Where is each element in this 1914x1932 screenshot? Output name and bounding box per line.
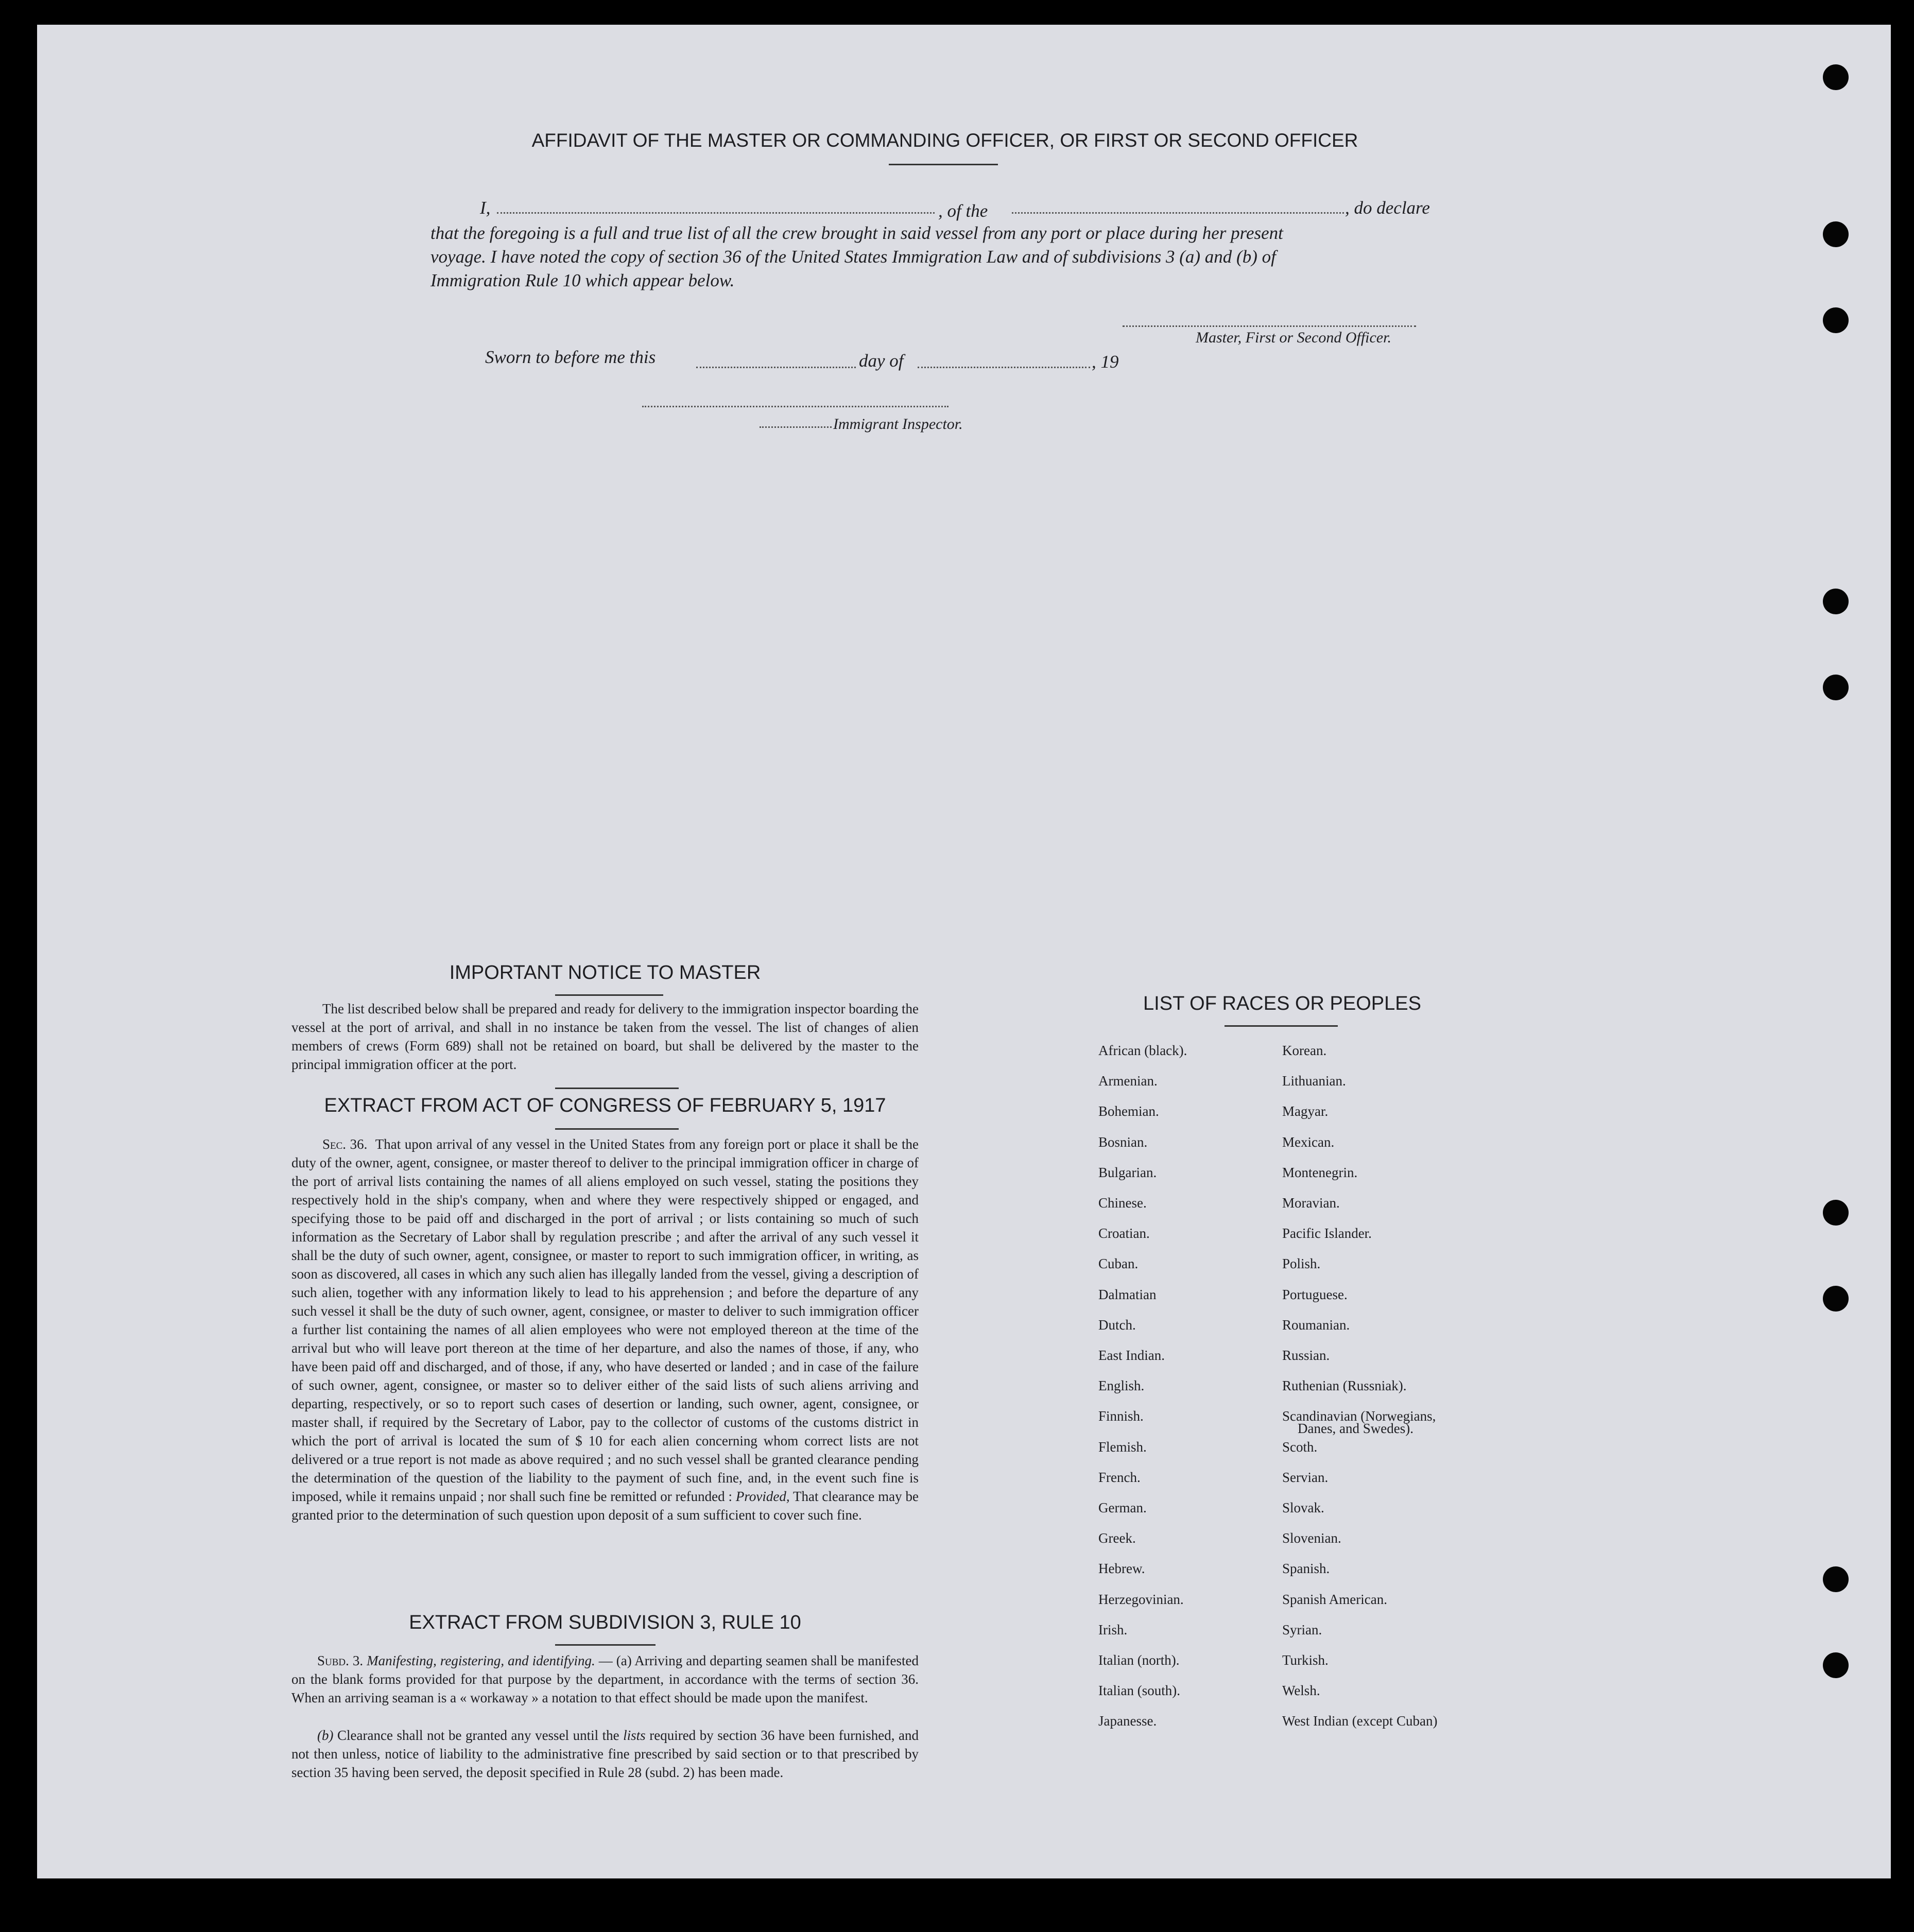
sec-label: Sec. 36. — [322, 1136, 368, 1152]
act-title: EXTRACT FROM ACT OF CONGRESS OF FEBRUARY 5, 1917 — [324, 1095, 886, 1116]
race-item: Lithuanian. — [1282, 1073, 1346, 1089]
vessel-blank — [1012, 212, 1344, 214]
act-text: That upon arrival of any vessel in the United States from any foreign port or place it shall be the duty of the owner, agent, consignee, or master thereof to deliver to the principal immigration officer in charge of the port of arrival lists containing the names of all aliens employed on such vessel, stating the positions they respectively hold in the ship's company, when and where they were respectively shipped or engaged, and specifying those to be paid off and discharged in the port of arrival ; or lists containing so much of such information as the Secretary of Labor shall by regulation prescribe ; and after the arrival of any such vessel it shall be the duty of such owner, agent, consignee, or master to report to such immigration officer, in writing, as soon as discovered, all cases in which any such alien has illegally landed from the vessel, giving a description of such alien, together with any information likely to lead to his apprehension ; and before the departure of any such vessel it shall be the duty of such owner, agent, consignee, or master to deliver to such immigration officer a further list containing the names of all alien employees who were not employed thereon at the time of the arrival but who will leave port thereon at the time of her departure, and also the names of those, if any, who have been paid off and discharged, and of those, if any, who have deserted or landed ; and in case of the failure of such owner, agent, consignee, or master so to deliver either of the said lists of such aliens arriving and departing, respectively, or so to report such cases of desertion or landing, such owner, agent, consignee, or master shall, if required by the Secretary of Labor, pay to the collector of customs of the customs district in which the port of arrival is located the sum of $ 10 for each alien concerning whom correct lists are not delivered or a true report is not made as above required ; and no such vessel shall be granted clearance pending the determination of the question of the liability to the payment of such fine, and, in the event such fine is imposed, while it remains unpaid ; nor shall such fine be remitted or refunded : — [291, 1136, 919, 1504]
subd-a-mark: — (a) — [598, 1653, 632, 1668]
master-signature-line — [1123, 325, 1416, 327]
act-text-end: That clearance may be granted prior to the determination of such question upon deposit of a sum sufficient to cover such fine. — [291, 1489, 919, 1523]
affidavit-i: I, — [480, 198, 491, 218]
race-item: Bulgarian. — [1098, 1165, 1157, 1180]
race-item: Flemish. — [1098, 1439, 1147, 1455]
act-section-text — [291, 1135, 919, 1524]
subd-a-paragraph — [291, 1651, 919, 1707]
affidavit-body-line: that the foregoing is a full and true list of all the crew brought in said vessel from any port or place during her present — [430, 223, 1283, 243]
inspector-dots — [760, 426, 832, 428]
punch-hole — [1823, 307, 1849, 333]
race-item: Japanesse. — [1098, 1713, 1157, 1729]
punch-hole — [1823, 64, 1849, 90]
title-underline — [889, 164, 998, 165]
document-page — [37, 25, 1891, 1878]
race-item: Armenian. — [1098, 1073, 1158, 1089]
race-item: Pacific Islander. — [1282, 1226, 1372, 1241]
subd-italic: Manifesting, registering, and identifying. — [367, 1653, 595, 1668]
race-item: Irish. — [1098, 1622, 1128, 1637]
race-item: Greek. — [1098, 1530, 1136, 1546]
notice-title: IMPORTANT NOTICE TO MASTER — [449, 962, 761, 984]
race-item: English. — [1098, 1378, 1145, 1393]
race-item: Mexican. — [1282, 1134, 1335, 1150]
punch-hole — [1823, 1200, 1849, 1226]
subd-b-mark: (b) — [317, 1728, 334, 1743]
subd-b-text2: required by section 36 have been furnished, and not then unless, notice of liability to the administrative fine prescribed by said section or to that prescribed by section 35 having been served, the deposit specified in Rule 28 (subd. 2) has been made. — [291, 1728, 919, 1780]
title-underline — [555, 1644, 656, 1646]
race-item-continuation: Danes, and Swedes). — [1298, 1421, 1413, 1436]
subd-label: Subd. 3. — [317, 1653, 364, 1668]
race-item: Magyar. — [1282, 1103, 1329, 1119]
race-item: Portuguese. — [1282, 1287, 1348, 1302]
subd-a-text: Arriving and departing seamen shall be manifested on the blank forms provided for that purpose by the department, in accordance with the terms of section 36. When an arriving seaman is a « workaway » a notation to that effect should be made upon the manifest. — [291, 1653, 919, 1705]
race-item: African (black). — [1098, 1043, 1187, 1058]
month-blank — [918, 367, 1090, 368]
race-item: Syrian. — [1282, 1622, 1322, 1637]
race-item: Slovenian. — [1282, 1530, 1341, 1546]
subd-b-paragraph — [291, 1726, 919, 1782]
inspector-label: Immigrant Inspector. — [833, 416, 963, 433]
punch-hole — [1823, 221, 1849, 247]
punch-hole — [1823, 589, 1849, 614]
affidavit-body-line: Immigration Rule 10 which appear below. — [430, 270, 735, 290]
race-item: Italian (south). — [1098, 1683, 1180, 1698]
race-item: Russian. — [1282, 1348, 1330, 1363]
race-item: Croatian. — [1098, 1226, 1150, 1241]
master-label: Master, First or Second Officer. — [1196, 329, 1391, 346]
race-item: West Indian (except Cuban) — [1282, 1713, 1438, 1729]
punch-hole — [1823, 675, 1849, 700]
rule-title: EXTRACT FROM SUBDIVISION 3, RULE 10 — [409, 1612, 801, 1633]
provided-label: Provided, — [735, 1489, 790, 1504]
race-item: Servian. — [1282, 1470, 1329, 1485]
notice-text: The list described below shall be prepared and ready for delivery to the immigration inspector boarding the vessel at the port of arrival, and shall in no instance be taken from the vessel. The list of changes of alien members of crews (Form 689) shall not be retained on board, but shall be delivered by the master to the principal immigration officer at the port. — [291, 1001, 919, 1072]
title-underline — [555, 994, 663, 996]
subd-b-text1: Clearance shall not be granted any vessel until the — [337, 1728, 619, 1743]
affidavit-do-declare: , do declare — [1345, 198, 1430, 218]
race-item: Turkish. — [1282, 1652, 1329, 1668]
race-item: East Indian. — [1098, 1348, 1165, 1363]
race-item: German. — [1098, 1500, 1147, 1515]
race-item: Slovak. — [1282, 1500, 1324, 1515]
race-item: Montenegrin. — [1282, 1165, 1358, 1180]
race-item: Italian (north). — [1098, 1652, 1180, 1668]
race-item: Cuban. — [1098, 1256, 1139, 1271]
race-item: Dutch. — [1098, 1317, 1136, 1333]
race-item: Hebrew. — [1098, 1561, 1145, 1576]
year-label: , 19 — [1092, 352, 1119, 372]
race-item: Scoth. — [1282, 1439, 1318, 1455]
race-item: Dalmatian — [1098, 1287, 1157, 1302]
race-item: Ruthenian (Russniak). — [1282, 1378, 1407, 1393]
day-of-label: day of — [859, 351, 904, 371]
race-item: Welsh. — [1282, 1683, 1320, 1698]
race-item: French. — [1098, 1470, 1141, 1485]
affidavit-body — [430, 221, 1453, 292]
punch-hole — [1823, 1652, 1849, 1678]
race-item: Herzegovinian. — [1098, 1592, 1184, 1607]
punch-hole — [1823, 1566, 1849, 1592]
sworn-label: Sworn to before me this — [485, 347, 656, 367]
race-item: Chinese. — [1098, 1195, 1147, 1211]
race-item: Korean. — [1282, 1043, 1327, 1058]
race-item: Moravian. — [1282, 1195, 1340, 1211]
race-item: Spanish. — [1282, 1561, 1330, 1576]
race-item: Spanish American. — [1282, 1592, 1387, 1607]
affidavit-of-the: , of the — [938, 201, 988, 221]
race-item: Bohemian. — [1098, 1103, 1159, 1119]
title-underline — [1225, 1025, 1338, 1027]
races-title: LIST OF RACES OR PEOPLES — [1143, 993, 1421, 1014]
day-blank — [696, 367, 856, 368]
race-item: Scandinavian (Norwegians, — [1282, 1408, 1436, 1424]
affidavit-title: AFFIDAVIT OF THE MASTER OR COMMANDING OFFICER, OR FIRST OR SECOND OFFICER — [531, 130, 1358, 151]
punch-hole — [1823, 1286, 1849, 1312]
section-rule — [555, 1088, 679, 1089]
affidavit-body-line: voyage. I have noted the copy of section 36 of the United States Immigration Law and of subdivisions 3 (a) and (b) of — [430, 247, 1276, 267]
race-item: Polish. — [1282, 1256, 1321, 1271]
inspector-signature-line — [642, 406, 949, 407]
race-item: Finnish. — [1098, 1408, 1144, 1424]
race-item: Bosnian. — [1098, 1134, 1148, 1150]
title-underline — [555, 1128, 679, 1130]
race-item: Roumanian. — [1282, 1317, 1350, 1333]
name-blank — [497, 212, 935, 214]
subd-b-lists: lists — [623, 1728, 646, 1743]
